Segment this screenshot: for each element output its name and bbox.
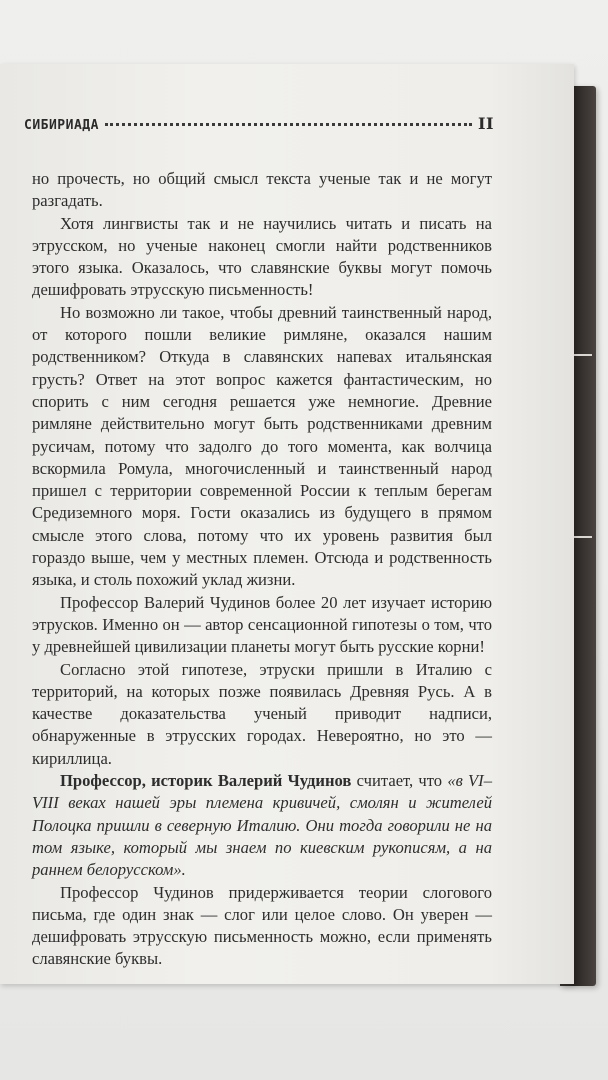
quote-paragraph: [32, 770, 492, 881]
page-body-text: [32, 168, 492, 971]
paragraph: Профессор Чудинов придерживается теории слогового письма, где один знак — слог или целое слово. Он уверен — дешифровать этрусскую письменность можно, если применять славянские буквы.: [32, 882, 492, 969]
running-header: [24, 114, 494, 133]
paragraph: Хотя лингвисты так и не научились читать и писать на этрусском, но ученые наконец смогли найти родственников этого языка. Оказалось, что славянские буквы могут помочь дешифровать этрусскую письменность!: [32, 213, 492, 300]
paragraph-continuation: но прочесть, но общий смысл текста ученые так и не могут разгадать.: [32, 169, 492, 211]
page-number: II: [478, 114, 494, 133]
paragraph: Профессор Валерий Чудинов более 20 лет изучает историю этрусков. Именно он — автор сенсационной гипотезы о том, что у древнейшей цивилизации планеты могут быть русские корни!: [32, 592, 492, 657]
paragraph: Но возможно ли такое, чтобы древний таинственный народ, от которого пошли великие римляне, оказался нашим родственником? Откуда в славянских напевах итальянская грусть? Ответ на этот вопрос кажется фантастическим, но спорить с ним сегодня решается уже немногие. Древние римляне действительно могут быть родственниками древним русичам, потому что задолго до того момента, как волчица вскормила Ромула, многочисленный и таинственный народ пришел с территории современной России к теплым берегам Средиземного моря. Гости оказались из будущего в прямом смысле этого слова, потому что их уровень развития был гораздо выше, чем у местных племен. Отсюда и родственность языка, и столь похожий уклад жизни.: [32, 302, 492, 590]
paragraph: Согласно этой гипотезе, этруски пришли в Италию с территорий, на которых позже появилась Древняя Русь. А в качестве доказательства ученый приводит надписи, обнаруженные в этрусских городах. Невероятно, но это — кириллица.: [32, 659, 492, 768]
book-page: [0, 64, 574, 984]
header-leader-dots: [105, 123, 472, 126]
quote-speaker: Профессор, историк Валерий Чудинов: [60, 771, 352, 791]
quote-text: «в VI–VIII веках нашей эры племена кривичей, смолян и жителей Полоцка пришли в северную Италию. Они тогда говорили не на том языке, который мы знаем по киевским рукописям, а на раннем белорусском».: [32, 771, 493, 880]
running-title: СИБИРИАДА: [24, 118, 99, 133]
quote-verb: считает, что: [351, 771, 448, 791]
